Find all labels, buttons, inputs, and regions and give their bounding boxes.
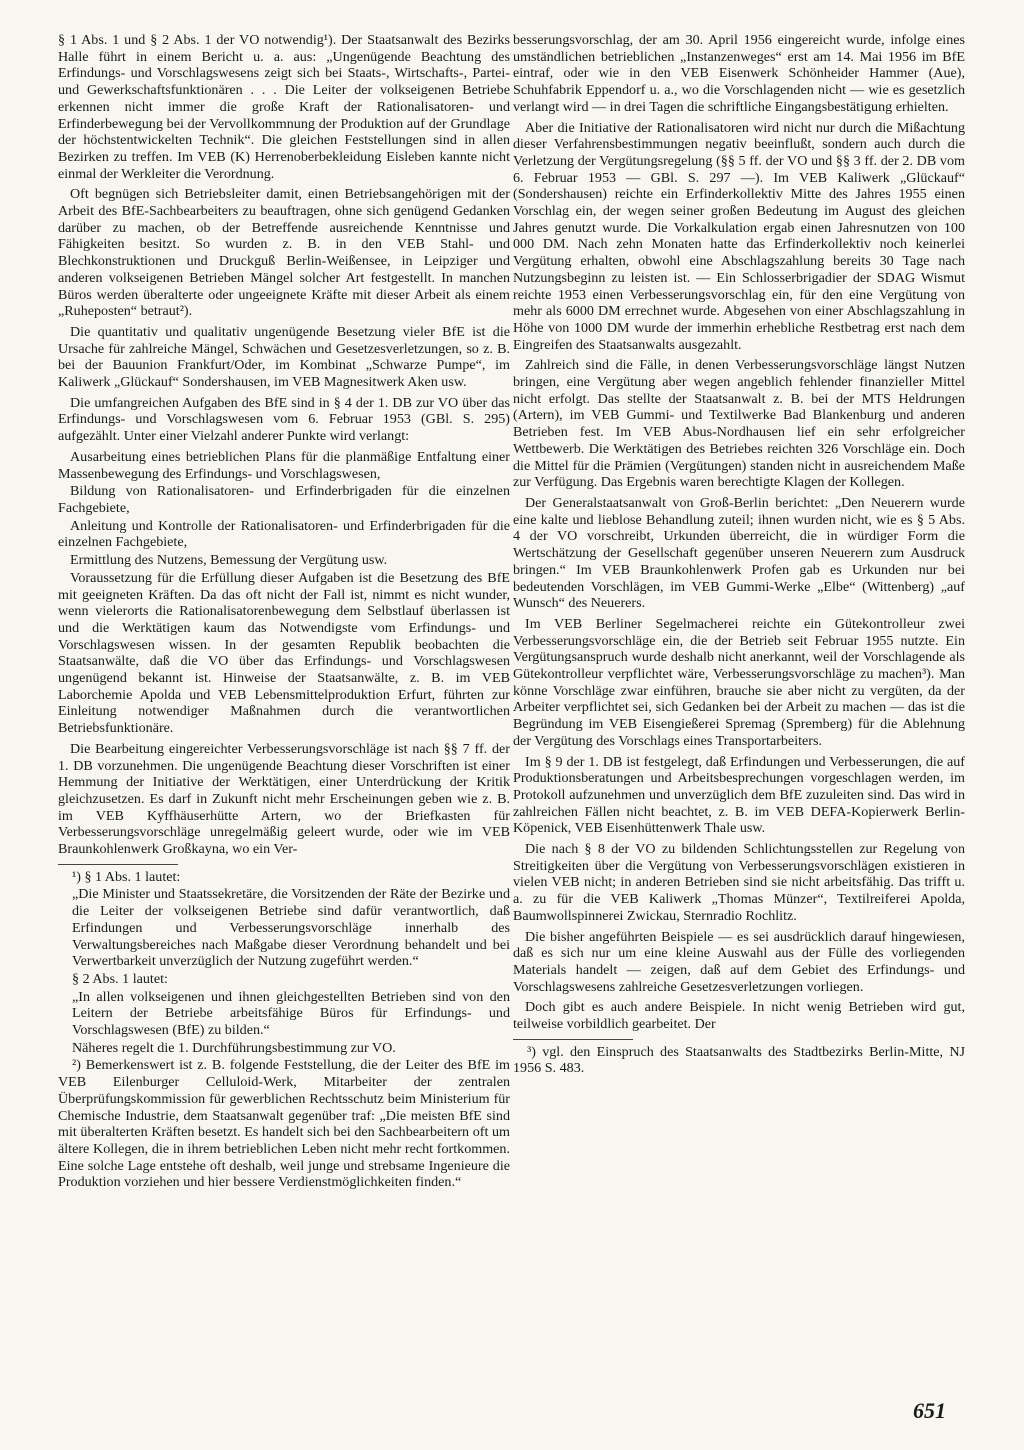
paragraph: Die nach § 8 der VO zu bildenden Schlichtungsstellen zur Regelung von Streitigkeiten über die Vergütung von Verbesserungsvorschlägen existieren in vielen VEB nicht; in anderen Betrieben sind sie nicht arbeitsfähig. Das trifft u. a. zu für die VEB Kaliwerk „Thomas Münzer“, Textilreiferei Apolda, Baumwollspinnerei Zwickau, Sternradio Rochlitz.	[513, 841, 965, 924]
page-number: 651	[913, 1398, 946, 1423]
paragraph: Doch gibt es auch andere Beispiele. In nicht wenig Betrieben wird gut, teilweise vorbildlich gearbeitet. Der	[513, 999, 965, 1033]
paragraph: Die Bearbeitung eingereichter Verbesserungsvorschläge ist nach §§ 7 ff. der 1. DB vorzunehmen. Die ungenügende Beachtung dieser Vorschriften ist einer Hemmung der Initiative der Werktätigen, einer Unterdrückung der Kritik gleichzusetzen. Es darf in Zukunft nicht mehr Erscheinungen geben wie z. B. im VEB Kyffhäuserhütte Artern, wo der Briefkasten für Verbesserungsvorschläge unregelmäßig geleert wurde, oder wie im VEB Braunkohlenwerk Großkayna, wo ein Ver-	[58, 740, 510, 858]
paragraph: Der Generalstaatsanwalt von Groß-Berlin berichtet: „Den Neuerern wurde eine kalte und lieblose Behandlung zuteil; ihnen wurden nicht, wie es § 5 Abs. 4 der VO vorschreibt, Urkunden überreicht, die in würdiger Form die Wertschätzung der Gesellschaft gegenüber unseren Neuerern zum Ausdruck bringen.“ Im VEB Braunkohlenwerk Profen gab es Urkunden nur bei bedeutenden Vorschlägen, im VEB Gummi-Werke „Elbe“ (Wittenberg) „auf Wunsch“ des Neuerers.	[513, 494, 965, 612]
list-item: Anleitung und Kontrolle der Rationalisatoren- und Erfinderbrigaden für die einzelnen Fachgebiete,	[58, 517, 510, 551]
paragraph: Aber die Initiative der Rationalisatoren wird nicht nur durch die Mißachtung dieser Verfahrensbestimmungen negativ beeinflußt, sondern auch durch die Verletzung der Vergütungsregelung (§§ 5 ff. der VO und §§ 3 ff. der 2. DB vom 6. Februar 1953 — GBl. S. 297 —). Im VEB Kaliwerk „Glückauf“ (Sondershausen) reichte ein Erfinderkollektiv Mitte des Jahres 1955 einen Vorschlag ein, der wegen seiner großen Bedeutung im August des gleichen Jahres genutzt wurde. Die Vorkalkulation ergab einen Jahresnutzen von 100 000 DM. Nach zehn Monaten hatte das Erfinderkollektiv noch keinerlei Vergütung erhalten, obwohl eine Abschlagszahlung bereits 30 Tage nach Nutzungsbeginn zu leisten ist. — Ein Schlosserbrigadier der SDAG Wismut reichte 1953 einen Verbesserungsvorschlag ein, für den eine Vergütung von mehr als 6000 DM errechnet wurde. Abgesehen von einer Abschlagszahlung in Höhe von 1000 DM wurde der immerhin erhebliche Restbetrag erst nach dem Eingreifen des Staatsanwalts ausgezahlt.	[513, 119, 965, 353]
paragraph: Die quantitativ und qualitativ ungenügende Besetzung vieler BfE ist die Ursache für zahlreiche Mängel, Schwächen und Gesetzesverletzungen, so z. B. bei der Bauunion Frankfurt/Oder, im Kombinat „Schwarze Pumpe“, im Kaliwerk „Glückauf“ Sondershausen, im VEB Magnesitwerk Aken usw.	[58, 323, 510, 391]
footnote: § 2 Abs. 1 lautet:	[72, 970, 168, 987]
right-column	[513, 32, 965, 1078]
footnote: ³) vgl. den Einspruch des Staatsanwalts des Stadtbezirks Berlin-Mitte, NJ 1956 S. 483.	[513, 1043, 965, 1077]
footnote: Näheres regelt die 1. Durchführungsbestimmung zur VO.	[72, 1039, 396, 1056]
list-item: Ausarbeitung eines betrieblichen Plans für die planmäßige Entfaltung einer Massenbewegung des Erfindungs- und Vorschlagswesen,	[58, 448, 510, 482]
paragraph: Oft begnügen sich Betriebsleiter damit, einen Betriebsangehörigen mit der Arbeit des BfE-Sachbearbeiters zu beauftragen, ohne sich genügend Gedanken darüber zu machen, ob der Betreffende ausreichende Kenntnisse und Fähigkeiten besitzt. So wurden z. B. in den VEB Stahl- und Blechkonstruktionen und Druckguß Berlin-Weißensee, in Leipziger und anderen volkseigenen Betrieben Mängel solcher Art festgestellt. In manchen Büros werden überalterte oder ungeeignete Kräfte mit dieser Arbeit als einem „Ruheposten“ betraut²).	[58, 186, 510, 320]
paragraph: Im § 9 der 1. DB ist festgelegt, daß Erfindungen und Verbesserungen, die auf Produktionsberatungen und Arbeitsbesprechungen vorgeschlagen werden, im Protokoll aufzunehmen und unverzüglich dem BfE zuzuleiten sind. Das wird in zahlreichen Fällen nicht beachtet, z. B. im VEB DEFA-Kopierwerk Berlin-Köpenick, VEB Eisenhüttenwerk Thale usw.	[513, 753, 965, 837]
paragraph: § 1 Abs. 1 und § 2 Abs. 1 der VO notwendig¹). Der Staatsanwalt des Bezirks Halle führt in einem Bericht u. a. aus: „Ungenügende Beachtung des Erfindungs- und Vorschlagswesens zeigt sich bei Staats-, Wirtschafts-, Partei- und Gewerkschaftsfunktionären . . . Die Leiter der volkseigenen Betriebe erkennen nicht immer die große Kraft der Rationalisatoren- und Erfinderbewegung bei der Vervollkommnung der Produktion auf der Grundlage der höchstentwickelten Technik“. Die gleichen Feststellungen sind in allen Bezirken zu treffen. Im VEB (K) Herrenoberbekleidung Eisleben kannte nicht einmal der Werkleiter die Verordnung.	[58, 32, 510, 182]
list-item: Bildung von Rationalisatoren- und Erfinderbrigaden für die einzelnen Fachgebiete,	[58, 483, 510, 516]
footnotes	[513, 1044, 965, 1077]
paragraph: besserungsvorschlag, der am 30. April 1956 eingereicht wurde, infolge eines umständlichen betrieblichen „Instanzenweges“ erst am 14. Mai 1956 im BfE eintraf, oder wie in den VEB Eisenwerk Schönheider Hammer (Aue), Schuhfabrik Eppendorf u. a., wo die Vorschlagenden nicht — wie es gesetzlich verlangt wird — in drei Tagen die schriftliche Eingangsbestätigung erhielten.	[513, 32, 965, 115]
paragraph: Die umfangreichen Aufgaben des BfE sind in § 4 der 1. DB zur VO über das Erfindungs- und Vorschlagswesen vom 6. Februar 1953 (GBl. S. 295) aufgezählt. Unter einer Vielzahl anderer Punkte wird verlangt:	[58, 394, 510, 445]
list-item: Ermittlung des Nutzens, Bemessung der Vergütung usw.	[70, 552, 388, 569]
left-column	[58, 32, 510, 1192]
paragraph: Im VEB Berliner Segelmacherei reichte ein Gütekontrolleur zwei Verbesserungsvorschläge ein, die der Betrieb seit Februar 1955 nutzte. Ein Vergütungsanspruch wurde deshalb nicht anerkannt, weil der Vorschlagende als Gütekontrolleur verpflichtet wäre, Verbesserungsvorschläge zu machen³). Man könne Vorschläge zwar einführen, brauche sie aber nicht zu vergüten, da der Arbeiter verpflichtet sei, sich Gedanken bei der Arbeit zu machen — das ist die Begründung im VEB Eisengießerei Spremag (Spremberg) für die Ablehnung der Vergütung des Vorschlags eines Transportarbeiters.	[513, 615, 965, 749]
footnote: ¹) § 1 Abs. 1 lautet:	[72, 868, 181, 885]
footnote: ²) Bemerkenswert ist z. B. folgende Feststellung, die der Leiter des BfE im VEB Eilenburger Celluloid-Werk, Mitarbeiter der zentralen Überprüfungskommission für gewerblichen Rechtsschutz beim Ministerium für Chemische Industrie, dem Staatsanwalt gegenüber traf: „Die meisten BfE sind mit überalterten Kräften besetzt. Es handelt sich bei den Sachbearbeitern oft um ältere Kollegen, die in ihrem betrieblichen Leben nicht mehr recht fortkommen. Eine solche Lage entstehe oft deshalb, weil junge und strebsame Ingenieure die Produktion vorziehen und hier bessere Verdienstmöglichkeiten finden.“	[58, 1057, 510, 1191]
footnote: „Die Minister und Staatssekretäre, die Vorsitzenden der Räte der Bezirke und die Leiter der volkseigenen Betriebe sind dafür verantwortlich, daß Erfindungen und Verbesserungsvorschläge innerhalb des Verwaltungsbereiches nach Maßgabe dieser Verordnung behandelt und bei Verwertbarkeit unverzüglich der Nutzung zugeführt werden.“	[72, 886, 510, 970]
paragraph: Die bisher angeführten Beispiele — es sei ausdrücklich darauf hingewiesen, daß es sich nur um eine kleine Auswahl aus der Fülle des vorliegenden Materials handelt — zeigen, daß auf dem Gebiet des Erfindungs- und Vorschlagswesens zahlreiche Gesetzesverletzungen vorliegen.	[513, 928, 965, 995]
paragraph: Zahlreich sind die Fälle, in denen Verbesserungsvorschläge längst Nutzen bringen, eine Vergütung aber wegen angeblich fehlender finanzieller Mittel nicht erfolgt. Das stellte der Staatsanwalt z. B. bei der MTS Heldrungen (Artern), im VEB Gummi- und Textilwerke Bad Blankenburg und anderen Betrieben fest. Im VEB Abus-Nordhausen lief ein sehr erfolgreicher Wettbewerb. Die Werktätigen des Betriebes reichten 326 Vorschläge ein. Doch die Mittel für die Prämien (Vergütungen) standen nicht in ausreichendem Maße zur Verfügung. Das Ergebnis waren berechtigte Klagen der Kollegen.	[513, 357, 965, 491]
footnote-divider	[58, 864, 178, 865]
paragraph: Voraussetzung für die Erfüllung dieser Aufgaben ist die Besetzung des BfE mit geeigneten Kräften. Da das oft nicht der Fall ist, nimmt es nicht wunder, wenn vielerorts die Rationalisatorenbewegung dem Selbstlauf überlassen ist und die Werktätigen kaum das Notwendigste vom Erfindungs- und Vorschlagswesen wissen. In der gesamten Republik beobachten die Staatsanwälte, daß die VO über das Erfindungs- und Vorschlagswesen ungenügend bekannt ist. Hinweise der Staatsanwälte, z. B. im VEB Laborchemie Apolda und VEB Lebensmittelproduktion Erfurt, führten zur Einleitung notwendiger Maßnahmen durch die verantwortlichen Betriebsfunktionäre.	[58, 569, 510, 737]
footnotes	[58, 869, 510, 1191]
footnote-divider	[513, 1039, 633, 1040]
footnote: „In allen volkseigenen und ihnen gleichgestellten Betrieben sind von den Leitern der Betriebe arbeitsfähige Büros für Erfindungs- und Vorschlagswesen (BfE) zu bilden.“	[72, 988, 510, 1039]
